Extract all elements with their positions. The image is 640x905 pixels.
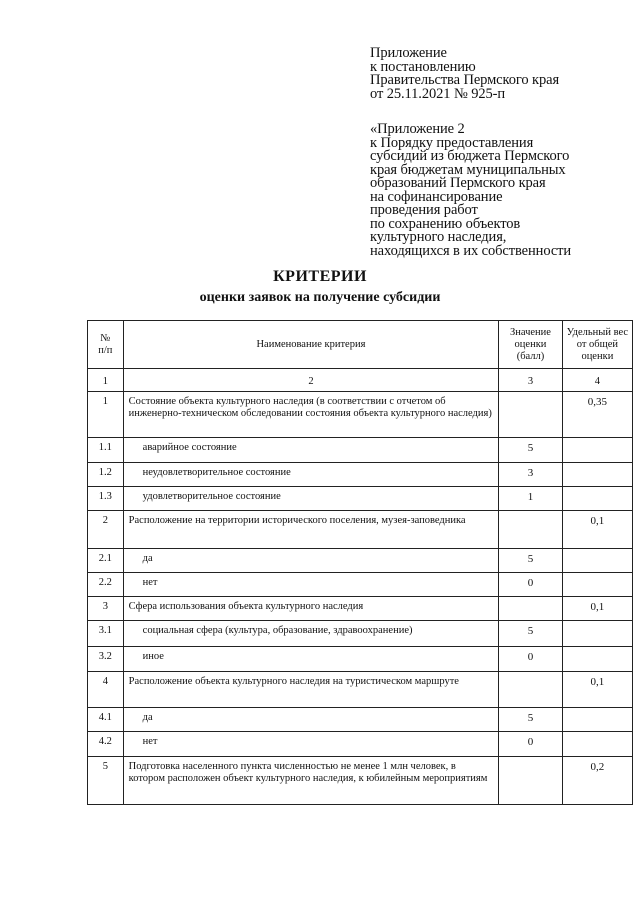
column-number: 3	[499, 369, 563, 392]
weight-value	[562, 647, 632, 672]
weight-value	[562, 708, 632, 732]
criteria-rows	[88, 392, 633, 805]
weight-value	[562, 463, 632, 487]
weight-value: 0,1	[562, 511, 632, 549]
row-number: 2	[88, 511, 124, 549]
score-value	[499, 757, 563, 805]
weight-value: 0,1	[562, 597, 632, 621]
column-number-row	[88, 369, 633, 392]
table-row	[88, 647, 633, 672]
document-subtitle: оценки заявок на получение субсидии	[199, 290, 441, 305]
column-number: 2	[123, 369, 499, 392]
annex-line: «Приложение 2	[370, 121, 465, 137]
table-row	[88, 757, 633, 805]
row-number: 2.1	[88, 549, 124, 573]
row-number: 4.1	[88, 708, 124, 732]
weight-value	[562, 573, 632, 597]
table-row	[88, 672, 633, 708]
row-number: 1	[88, 392, 124, 438]
weight-value: 0,1	[562, 672, 632, 708]
score-value: 1	[499, 487, 563, 511]
header-value	[499, 321, 563, 369]
annex-line: края бюджетам муниципальных	[370, 161, 566, 178]
criterion-name: да	[123, 549, 499, 573]
annex-line: проведения работ	[370, 202, 478, 218]
row-number: 3.1	[88, 621, 124, 647]
table-row	[88, 597, 633, 621]
header-num	[88, 321, 124, 369]
criterion-name: Состояние объекта культурного наследия (в соответствии с отчетом об инженерно-техническом обследовании состояния объекта культурного наследия)	[123, 392, 499, 438]
criterion-name: аварийное состояние	[123, 438, 499, 463]
header-name: Наименование критерия	[123, 321, 499, 369]
weight-value	[562, 487, 632, 511]
table-row	[88, 438, 633, 463]
score-value: 5	[499, 549, 563, 573]
row-number: 3.2	[88, 647, 124, 672]
table-row	[88, 708, 633, 732]
annex-line: на софинансирование	[370, 188, 503, 205]
weight-value	[562, 732, 632, 757]
score-value	[499, 597, 563, 621]
weight-value	[562, 549, 632, 573]
annex-line: Правительства Пермского края	[370, 72, 560, 88]
annex-line: от 25.11.2021 № 925-п	[370, 85, 506, 102]
weight-value: 0,2	[562, 757, 632, 805]
criterion-name: удовлетворительное состояние	[123, 487, 499, 511]
table-row	[88, 549, 633, 573]
criterion-name: социальная сфера (культура, образование, здравоохранение)	[123, 621, 499, 647]
annex-line: образований Пермского края	[370, 175, 546, 191]
annex-line: по сохранению объектов	[370, 215, 521, 232]
annex-line: к Порядку предоставления	[370, 134, 534, 151]
row-number: 1.1	[88, 438, 124, 463]
criterion-name: да	[123, 708, 499, 732]
row-number: 1.3	[88, 487, 124, 511]
row-number: 5	[88, 757, 124, 805]
criterion-name: Расположение на территории исторического поселения, музея-заповедника	[123, 511, 499, 549]
table-row	[88, 621, 633, 647]
score-value: 0	[499, 573, 563, 597]
header-value-line: оценки	[514, 338, 547, 350]
score-value	[499, 511, 563, 549]
weight-value	[562, 438, 632, 463]
criterion-name: Расположение объекта культурного наследия на туристическом маршруте	[123, 672, 499, 708]
column-number: 1	[88, 369, 124, 392]
row-number: 4.2	[88, 732, 124, 757]
header-weight	[562, 321, 632, 369]
header-value-line: Значение	[510, 326, 551, 338]
annex-line: субсидий из бюджета Пермского	[370, 148, 570, 164]
score-value: 0	[499, 732, 563, 757]
annex-line: культурного наследия,	[370, 229, 507, 245]
row-number: 3	[88, 597, 124, 621]
table-row	[88, 573, 633, 597]
row-number: 4	[88, 672, 124, 708]
score-value	[499, 672, 563, 708]
document-title: КРИТЕРИИ	[273, 268, 367, 285]
annex2-reference	[370, 123, 571, 258]
annex-line: находящихся в их собственности	[370, 242, 572, 259]
score-value: 5	[499, 438, 563, 463]
header-num-line: №	[100, 332, 111, 344]
header-weight-line: оценки	[581, 350, 614, 362]
score-value: 5	[499, 708, 563, 732]
score-value	[499, 392, 563, 438]
criteria-table	[87, 320, 633, 805]
header-weight-line: от общей	[576, 338, 619, 350]
score-value: 0	[499, 647, 563, 672]
criterion-name: нет	[123, 573, 499, 597]
table-header-row	[88, 321, 633, 369]
column-number: 4	[562, 369, 632, 392]
criterion-name: нет	[123, 732, 499, 757]
annex-line: к постановлению	[370, 58, 476, 75]
row-number: 1.2	[88, 463, 124, 487]
table-row	[88, 392, 633, 438]
row-number: 2.2	[88, 573, 124, 597]
score-value: 3	[499, 463, 563, 487]
weight-value: 0,35	[562, 392, 632, 438]
weight-value	[562, 621, 632, 647]
header-weight-line: Удельный вес	[566, 326, 629, 338]
criterion-name: Сфера использования объекта культурного наследия	[123, 597, 499, 621]
table-row	[88, 463, 633, 487]
criterion-name: неудовлетворительное состояние	[123, 463, 499, 487]
table-row	[88, 732, 633, 757]
table-row	[88, 487, 633, 511]
annex-reference	[370, 47, 559, 101]
annex-line: Приложение	[370, 45, 447, 61]
header-num-line: п/п	[98, 344, 113, 356]
score-value: 5	[499, 621, 563, 647]
criterion-name: Подготовка населенного пункта численностью не менее 1 млн человек, в котором расположен объект культурного наследия, к юбилейным мероприятиям	[123, 757, 499, 805]
table-row	[88, 511, 633, 549]
header-value-line: (балл)	[516, 350, 545, 362]
criterion-name: иное	[123, 647, 499, 672]
